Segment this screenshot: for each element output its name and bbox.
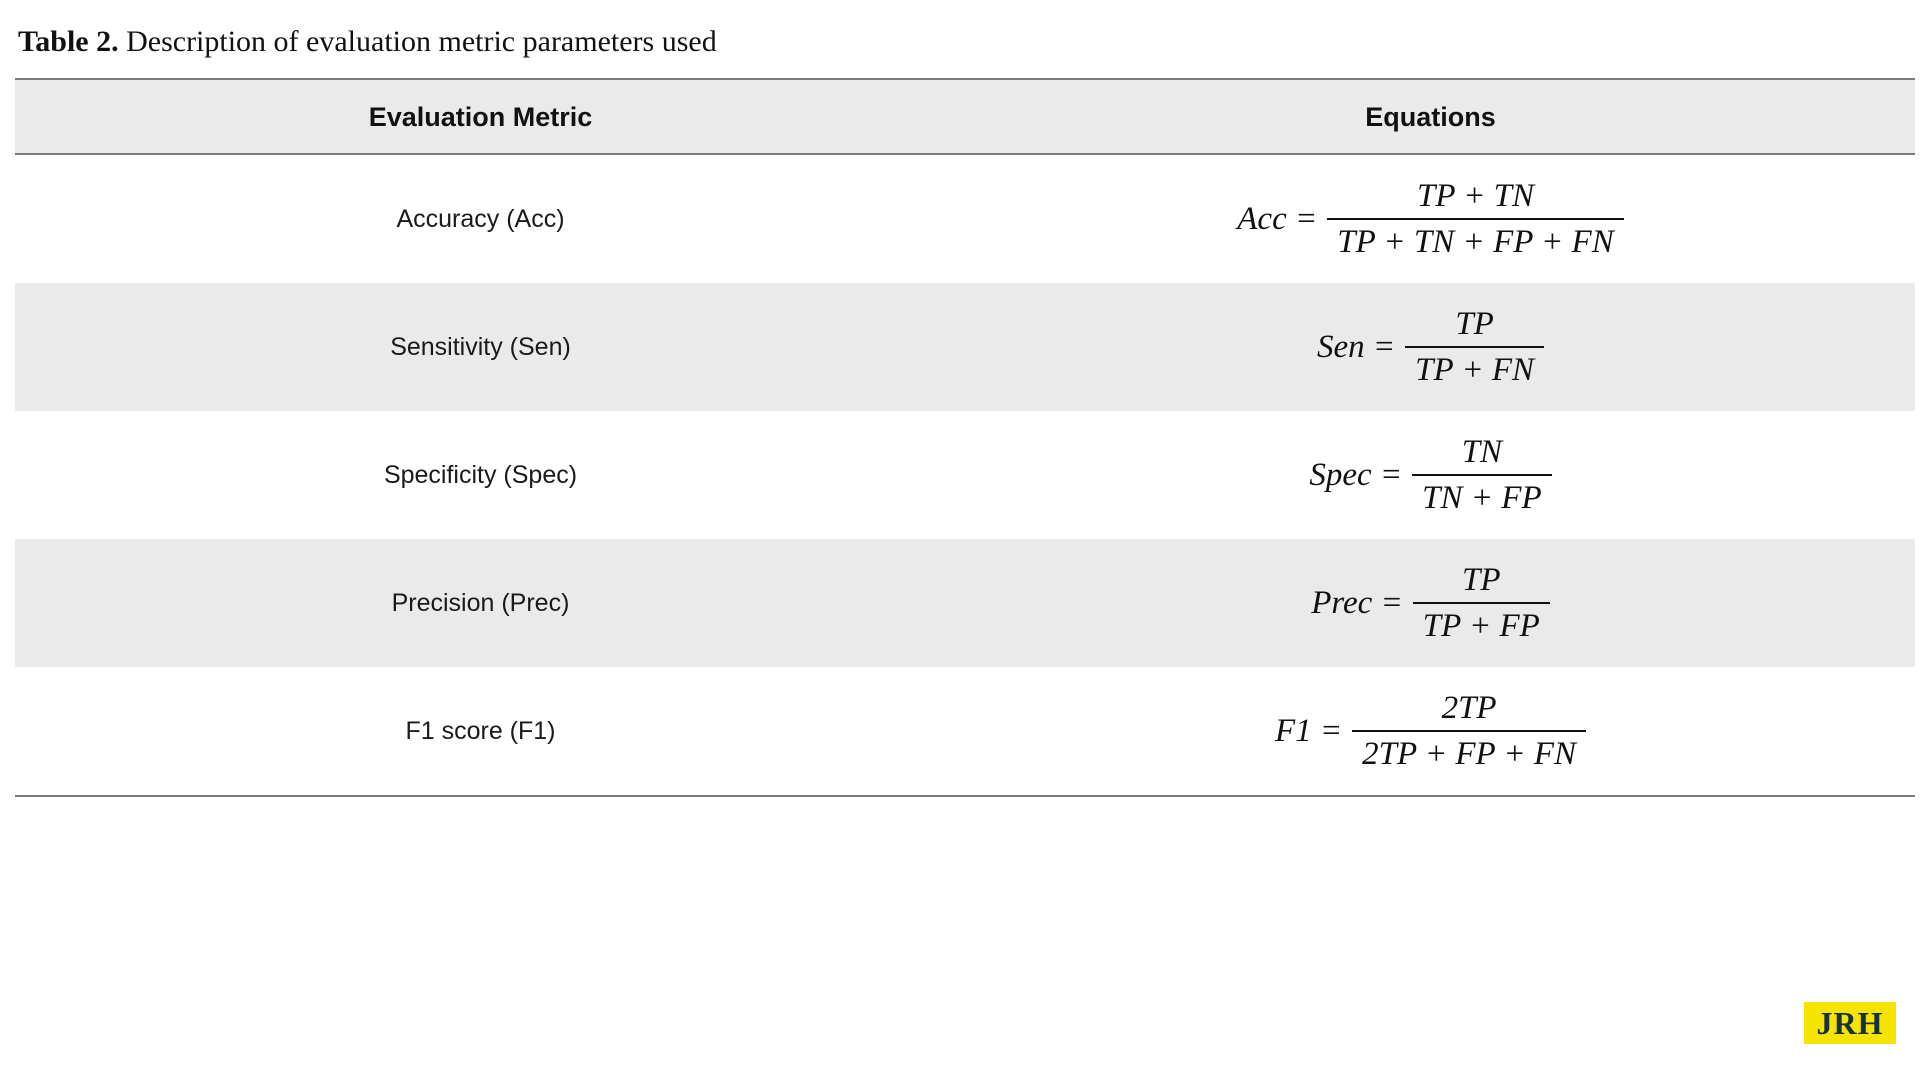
table-row — [15, 667, 1915, 796]
equation-left-side: Acc = — [1237, 200, 1318, 237]
equation-left-side: Prec = — [1311, 584, 1403, 621]
fraction-numerator: TN — [1461, 433, 1503, 470]
table-caption-label: Table 2. — [18, 25, 119, 58]
fraction-numerator: TP — [1462, 561, 1501, 598]
fraction — [1412, 433, 1551, 516]
journal-logo — [1804, 1002, 1896, 1044]
table-row — [15, 154, 1915, 283]
fraction-numerator: 2TP — [1441, 689, 1497, 726]
column-header-equations: Equations — [946, 79, 1915, 154]
fraction — [1327, 177, 1623, 260]
fraction-denominator: 2TP + FP + FN — [1352, 730, 1586, 771]
table-header — [15, 79, 1915, 154]
equation — [1309, 433, 1551, 516]
evaluation-metrics-table — [15, 78, 1915, 797]
metric-name-cell: Accuracy (Acc) — [396, 204, 565, 233]
equation-cell — [946, 283, 1915, 411]
table-row — [15, 411, 1915, 539]
fraction — [1352, 689, 1586, 772]
fraction-numerator: TP — [1455, 305, 1494, 342]
column-header-evaluation-metric: Evaluation Metric — [15, 79, 946, 154]
equation-cell — [946, 411, 1915, 539]
metric-name-cell: Precision (Prec) — [15, 539, 946, 667]
equation — [1316, 305, 1544, 388]
equation-cell — [946, 539, 1915, 667]
metric-name-cell: F1 score (F1) — [15, 667, 946, 796]
equation-cell — [946, 667, 1915, 796]
equation — [1311, 561, 1550, 644]
fraction — [1413, 561, 1550, 644]
fraction-denominator: TN + FP — [1412, 474, 1551, 515]
fraction-denominator: TP + FN — [1405, 346, 1544, 387]
equation-left-side: Spec = — [1309, 456, 1403, 493]
equation-left-side: Sen = — [1316, 328, 1396, 365]
journal-logo-text: JRH — [1816, 1004, 1884, 1041]
equation — [1237, 177, 1623, 260]
table-header-row — [15, 79, 1915, 154]
metric-name-cell: Specificity (Spec) — [383, 460, 578, 489]
fraction-denominator: TP + TN + FP + FN — [1327, 218, 1623, 259]
equation-cell — [946, 154, 1915, 283]
fraction — [1405, 305, 1544, 388]
table-row — [15, 283, 1915, 411]
equation — [1274, 689, 1586, 772]
fraction-numerator: TP + TN — [1416, 177, 1535, 214]
fraction-denominator: TP + FP — [1413, 602, 1550, 643]
table-caption-text: Description of evaluation metric parameters used — [126, 25, 717, 58]
table-row — [15, 539, 1915, 667]
table-body — [15, 154, 1915, 796]
equation-left-side: F1 = — [1274, 712, 1343, 749]
table-caption — [0, 0, 1930, 78]
metric-name-cell: Sensitivity (Sen) — [15, 283, 946, 411]
